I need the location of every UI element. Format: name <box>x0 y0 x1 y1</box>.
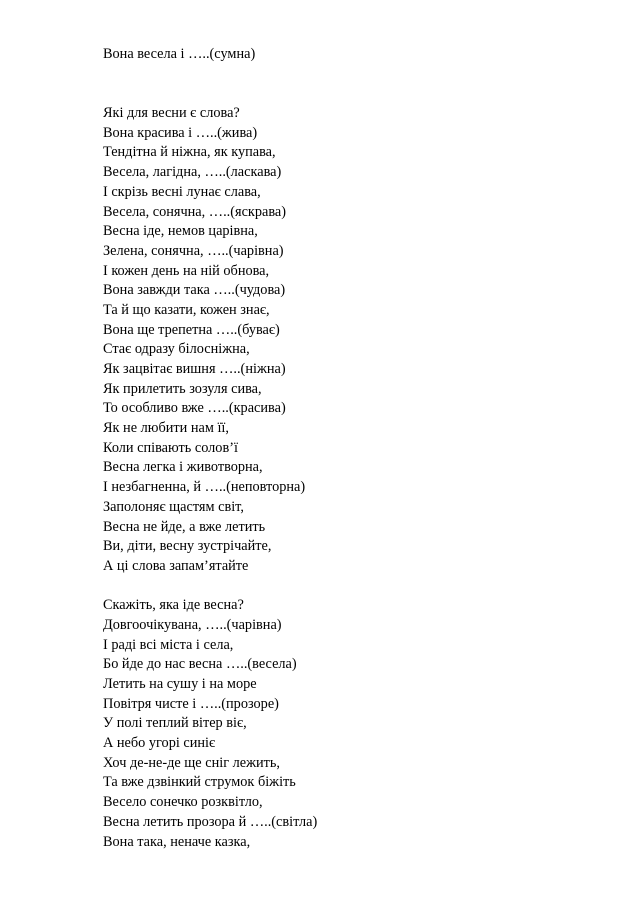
poem-line: Тендітна й ніжна, як купава, <box>103 144 276 161</box>
poem-line: Довгоочікувана, …..(чарівна) <box>103 616 282 633</box>
poem-line: То особливо вже …..(красива) <box>103 400 286 417</box>
poem-line: І незбагненна, й …..(неповторна) <box>103 479 306 496</box>
poem-line: Весна летить прозора й …..(світла) <box>103 813 318 830</box>
poem-line: І раді всі міста і села, <box>103 636 234 653</box>
poem-line: Вона така, неначе казка, <box>103 833 251 850</box>
poem-line: І кожен день на ній обнова, <box>103 262 270 279</box>
stanza-2 <box>103 596 603 852</box>
poem-line: Вона ще трепетна …..(буває) <box>103 321 280 338</box>
stanza-gap <box>103 577 603 597</box>
poem-line: А ці слова запам’ятайте <box>103 557 249 574</box>
poem-line: Вона красива і …..(жива) <box>103 124 258 141</box>
stanza-1 <box>103 104 603 577</box>
poem-line: Як зацвітає вишня …..(ніжна) <box>103 361 286 378</box>
poem-line: Та вже дзвінкий струмок біжіть <box>103 774 296 791</box>
poem-line: Та й що казати, кожен знає, <box>103 301 270 318</box>
poem-text <box>103 45 603 852</box>
poem-line: Коли співають солов’ї <box>103 439 238 456</box>
poem-line: Які для весни є слова? <box>103 105 240 122</box>
poem-line: Бо йде до нас весна …..(весела) <box>103 656 297 673</box>
poem-line: Весело сонечко розквітло, <box>103 794 263 811</box>
poem-line: Вона завжди така …..(чудова) <box>103 282 286 299</box>
poem-line: Весела, лагідна, …..(ласкава) <box>103 164 282 181</box>
poem-line: Стає одразу білосніжна, <box>103 341 250 358</box>
poem-line: Зелена, сонячна, …..(чарівна) <box>103 242 284 259</box>
poem-line: А небо угорі синіє <box>103 735 216 752</box>
poem-line: Повітря чисте і …..(прозоре) <box>103 695 279 712</box>
poem-line: Як не любити нам її, <box>103 420 229 437</box>
poem-line: Весна легка і животворна, <box>103 459 263 476</box>
poem-line: Заполоняє щастям світ, <box>103 498 244 515</box>
stanza-gap <box>103 65 603 104</box>
poem-line: Летить на сушу і на море <box>103 676 257 693</box>
poem-line: Весна не йде, а вже летить <box>103 518 266 535</box>
poem-line: Як прилетить зозуля сива, <box>103 380 262 397</box>
poem-line: Весела, сонячна, …..(яскрава) <box>103 203 287 220</box>
poem-line: Хоч де-не-де ще сніг лежить, <box>103 754 280 771</box>
poem-line: Весна іде, немов царівна, <box>103 223 258 240</box>
poem-line: Ви, діти, весну зустрічайте, <box>103 538 272 555</box>
opening-line: Вона весела і …..(сумна) <box>103 46 256 62</box>
poem-line: І скрізь весні лунає слава, <box>103 183 261 200</box>
poem-line: Скажіть, яка іде весна? <box>103 597 244 614</box>
poem-line: У полі теплий вітер віє, <box>103 715 247 732</box>
